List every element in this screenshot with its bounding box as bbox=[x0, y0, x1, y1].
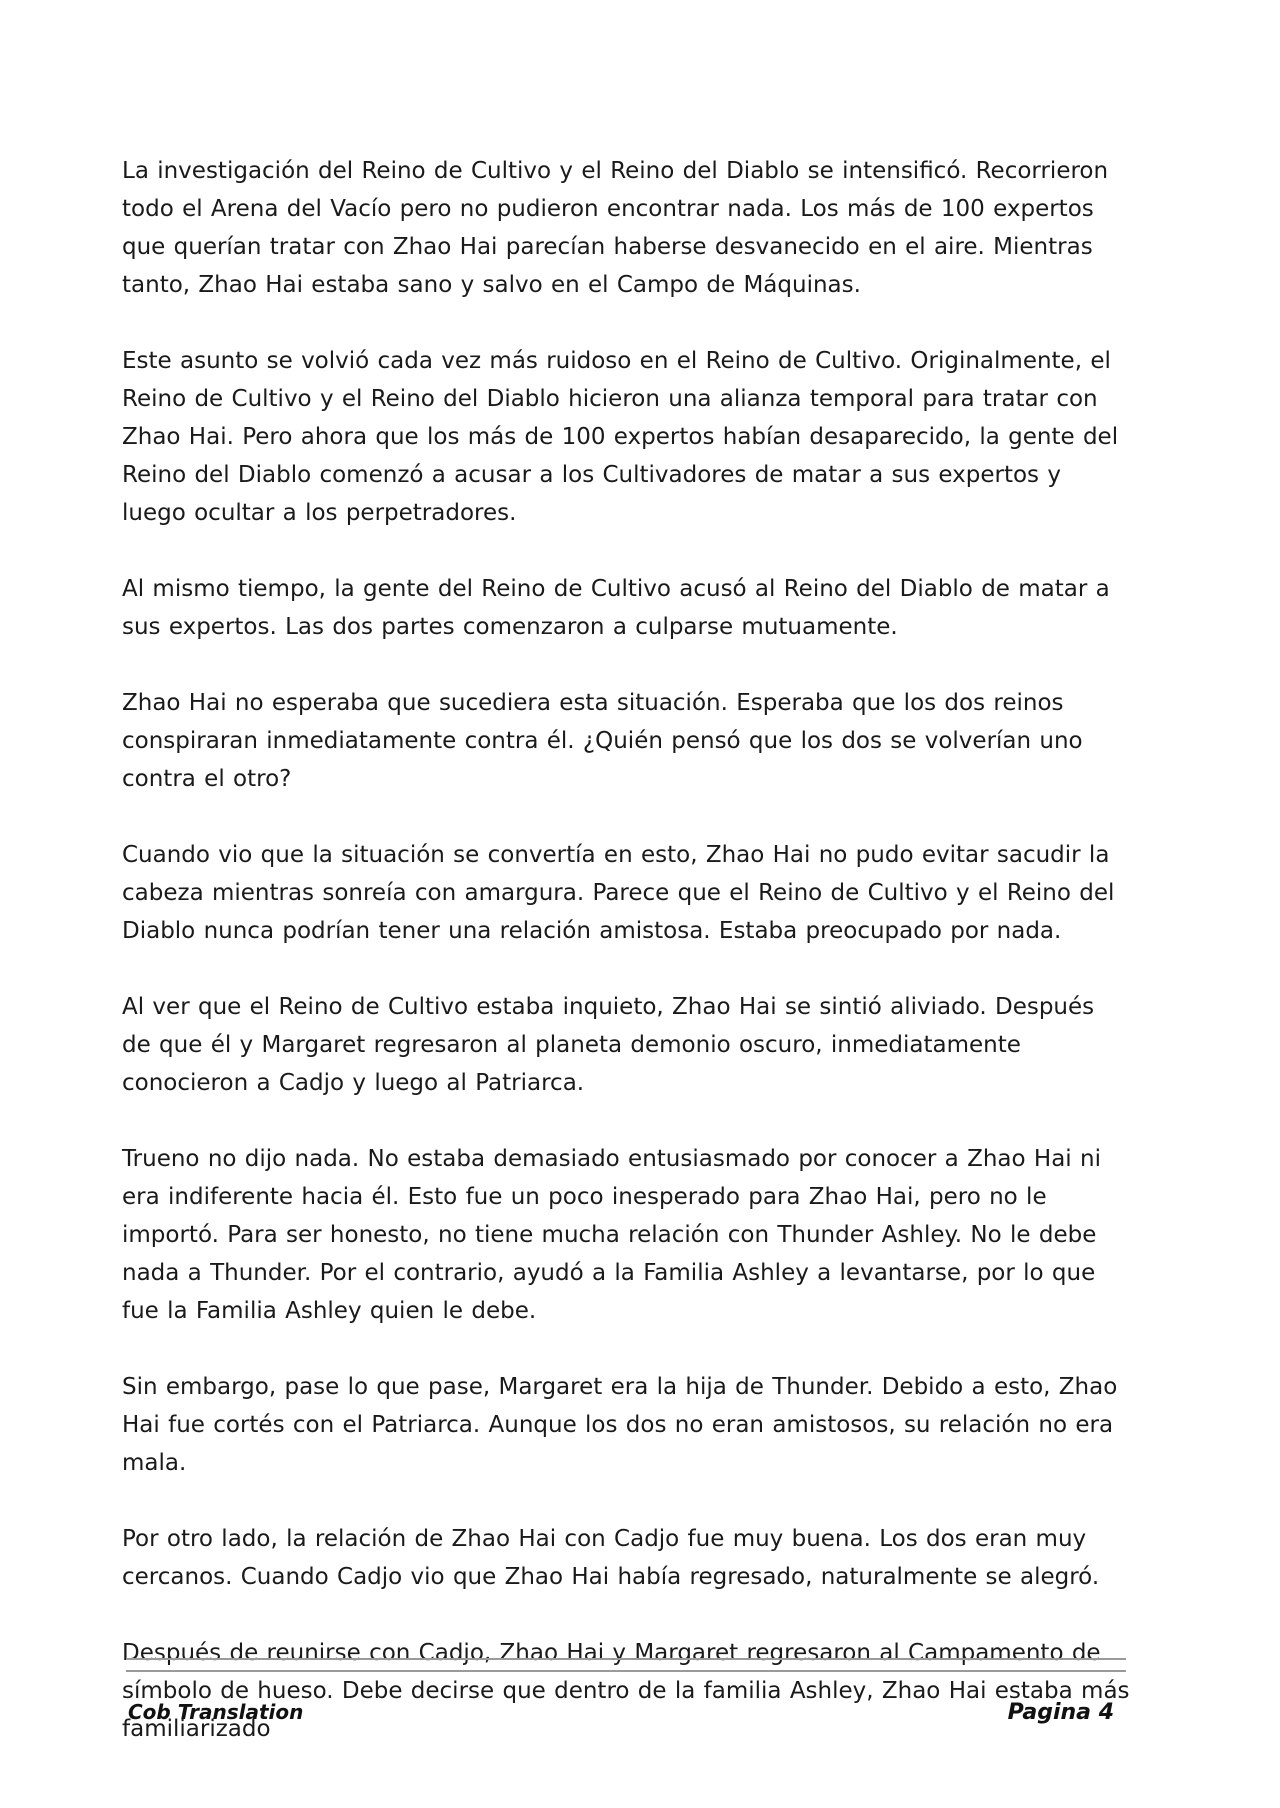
paragraph: Zhao Hai no esperaba que sucediera esta situación. Esperaba que los dos reinos conspiraran inmediatamente contra él. ¿Quién pensó que los dos se volverían uno contra el otro? bbox=[122, 690, 1083, 792]
paragraph: Por otro lado, la relación de Zhao Hai con Cadjo fue muy buena. Los dos eran muy cercanos. Cuando Cadjo vio que Zhao Hai había regresado, naturalmente se alegró. bbox=[122, 1526, 1100, 1590]
paragraph: La investigación del Reino de Cultivo y el Reino del Diablo se intensificó. Recorrieron todo el Arena del Vacío pero no pudieron encontrar nada. Los más de 100 expertos que querían tratar con Zhao Hai parecían haberse desvanecido en el aire. Mientras tanto, Zhao Hai estaba sano y salvo en el Campo de Máquinas. bbox=[122, 158, 1109, 298]
paragraph: Cuando vio que la situación se convertía en esto, Zhao Hai no pudo evitar sacudir la cabeza mientras sonreía con amargura. Parece que el Reino de Cultivo y el Reino del Diablo nunca podrían tener una relación amistosa. Estaba preocupado por nada. bbox=[122, 842, 1115, 944]
paragraph: Al mismo tiempo, la gente del Reino de Cultivo acusó al Reino del Diablo de matar a sus expertos. Las dos partes comenzaron a culparse mutuamente. bbox=[122, 576, 1110, 640]
paragraph: Trueno no dijo nada. No estaba demasiado entusiasmado por conocer a Zhao Hai ni era indiferente hacia él. Esto fue un poco inesperado para Zhao Hai, pero no le importó. Para ser honesto, no tiene mucha relación con Thunder Ashley. No le debe nada a Thunder. Por el contrario, ayudó a la Familia Ashley a levantarse, por lo que fue la Familia Ashley quien le debe. bbox=[122, 1146, 1101, 1324]
paragraph: Al ver que el Reino de Cultivo estaba inquieto, Zhao Hai se sintió aliviado. Después de que él y Margaret regresaron al planeta demonio oscuro, inmediatamente conocieron a Cadjo y luego al Patriarca. bbox=[122, 994, 1095, 1096]
footer-page-number: Pagina 4 bbox=[1007, 1700, 1114, 1725]
body-text bbox=[122, 152, 1130, 1786]
footer-divider bbox=[126, 1670, 1126, 1672]
paragraph: Sin embargo, pase lo que pase, Margaret era la hija de Thunder. Debido a esto, Zhao Hai fue cortés con el Patriarca. Aunque los dos no eran amistosos, su relación no era mala. bbox=[122, 1374, 1118, 1476]
footer-divider bbox=[126, 1658, 1126, 1660]
paragraph: Después de reunirse con Cadjo, Zhao Hai y Margaret regresaron al Campamento de símbolo de hueso. Debe decirse que dentro de la familia Ashley, Zhao Hai estaba más familiarizado bbox=[122, 1640, 1130, 1742]
footer-translator-name: Cob Translation bbox=[128, 1700, 304, 1724]
paragraph: Este asunto se volvió cada vez más ruidoso en el Reino de Cultivo. Originalmente, el Reino de Cultivo y el Reino del Diablo hicieron una alianza temporal para tratar con Zhao Hai. Pero ahora que los más de 100 expertos habían desaparecido, la gente del Reino del Diablo comenzó a acusar a los Cultivadores de matar a sus expertos y luego ocultar a los perpetradores. bbox=[122, 348, 1119, 526]
